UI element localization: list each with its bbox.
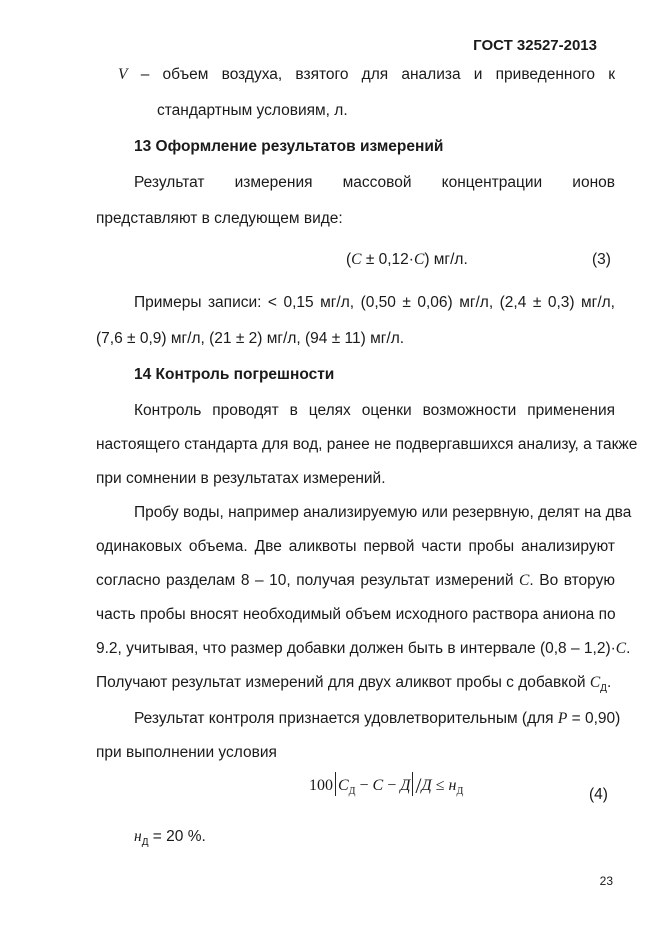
norm-sub: Д bbox=[141, 837, 149, 848]
eq4-minus-1: − bbox=[355, 777, 373, 794]
s14-p2-line-3-c: C bbox=[519, 572, 530, 589]
eq3-open: ( bbox=[346, 251, 352, 268]
equation-3-number: (3) bbox=[592, 251, 611, 268]
eq4-n-sub: Д bbox=[456, 786, 464, 797]
norm-statement bbox=[134, 827, 653, 849]
s14-p2-line-6-c: C bbox=[589, 674, 601, 691]
page-number: 23 bbox=[599, 874, 613, 888]
eq3-mid: ± 0,12· bbox=[361, 251, 414, 268]
s14-p2-line-5-c: C bbox=[615, 640, 627, 657]
s14-p2-line-4: часть пробы вносят необходимый объем исходного раствора аниона по bbox=[96, 606, 616, 623]
eq4-leq: ≤ bbox=[431, 777, 449, 794]
equation-3 bbox=[346, 250, 468, 270]
eq4-d1: Д bbox=[400, 777, 411, 794]
s14-p3-line-1-a: Результат контроля признается удовлетворительным (для bbox=[134, 710, 554, 727]
s14-p2-line-2: одинаковых объема. Две аликвоты первой части пробы анализируют bbox=[96, 538, 615, 555]
eq4-n: н bbox=[448, 777, 457, 794]
s14-p2-line-5-b: . bbox=[626, 640, 631, 657]
section-14-heading: 14 Контроль погрешности bbox=[134, 366, 335, 383]
s14-p1-line-2: настоящего стандарта для вод, ранее не подвергавшихся анализу, а также bbox=[96, 436, 638, 453]
s14-p2-line-6-sub: Д bbox=[600, 683, 607, 694]
equation-4-number: (4) bbox=[589, 786, 608, 803]
s14-p2-line-6-a: Получают результат измерений для двух аликвот пробы с добавкой bbox=[96, 674, 586, 691]
examples-line-2: (7,6 ± 0,9) мг/л, (21 ± 2) мг/л, (94 ± 11) мг/л. bbox=[96, 330, 405, 347]
eq3-c2: C bbox=[413, 251, 425, 268]
s14-p2-line-3-a: согласно разделам 8 – 10, получая результат измерений bbox=[96, 572, 514, 589]
norm-value: = 20 %. bbox=[148, 828, 206, 845]
section-13-para-line-2: представляют в следующем виде: bbox=[96, 210, 343, 227]
s14-p2-line-5 bbox=[96, 639, 631, 659]
division-slash: / bbox=[415, 773, 422, 798]
s14-p2-line-3-b: . Во вторую bbox=[529, 572, 615, 589]
eq4-minus-2: − bbox=[383, 777, 401, 794]
symbol-v: V bbox=[118, 66, 128, 83]
s14-p1-line-1: Контроль проводят в целях оценки возможности применения bbox=[134, 402, 615, 419]
s14-p2-line-3 bbox=[96, 571, 615, 591]
definition-line-1 bbox=[118, 65, 615, 85]
abs-bar-right bbox=[412, 772, 413, 796]
eq4-d2: Д bbox=[421, 777, 432, 794]
section-13-para-line-1: Результат измерения массовой концентрации ионов bbox=[134, 174, 615, 191]
document-code: ГОСТ 32527-2013 bbox=[473, 37, 597, 54]
eq4-c2: C bbox=[372, 777, 384, 794]
s14-p2-line-6 bbox=[96, 673, 615, 695]
eq4-c1: C bbox=[338, 777, 349, 794]
s14-p3-line-1-b: = 0,90) bbox=[567, 710, 621, 727]
section-13-heading: 13 Оформление результатов измерений bbox=[134, 138, 444, 155]
s14-p3-line-1-p: P bbox=[557, 710, 568, 727]
s14-p1-line-3: при сомнении в результатах измерений. bbox=[96, 470, 386, 487]
eq3-c1: C bbox=[351, 251, 362, 268]
norm-n: н bbox=[134, 828, 142, 845]
s14-p3-line-2: при выполнении условия bbox=[96, 744, 277, 761]
s14-p2-line-6-b: . bbox=[606, 674, 612, 691]
s14-p2-line-1: Пробу воды, например анализируемую или резервную, делят на два bbox=[134, 504, 632, 521]
eq4-coef: 100 bbox=[309, 777, 333, 794]
examples-line-1: Примеры записи: < 0,15 мг/л, (0,50 ± 0,06) мг/л, (2,4 ± 0,3) мг/л, bbox=[134, 294, 615, 311]
abs-bar-left bbox=[335, 772, 336, 796]
equation-4 bbox=[309, 772, 463, 799]
definition-line-2: стандартным условиям, л. bbox=[157, 102, 348, 119]
s14-p2-line-5-a: 9.2, учитывая, что размер добавки должен быть в интервале (0,8 – 1,2)· bbox=[96, 640, 616, 657]
eq4-c1-sub: Д bbox=[348, 786, 356, 797]
eq3-close: ) мг/л. bbox=[424, 251, 468, 268]
definition-text: – объем воздуха, взятого для анализа и приведенного к bbox=[140, 66, 615, 83]
s14-p3-line-1 bbox=[134, 709, 621, 729]
